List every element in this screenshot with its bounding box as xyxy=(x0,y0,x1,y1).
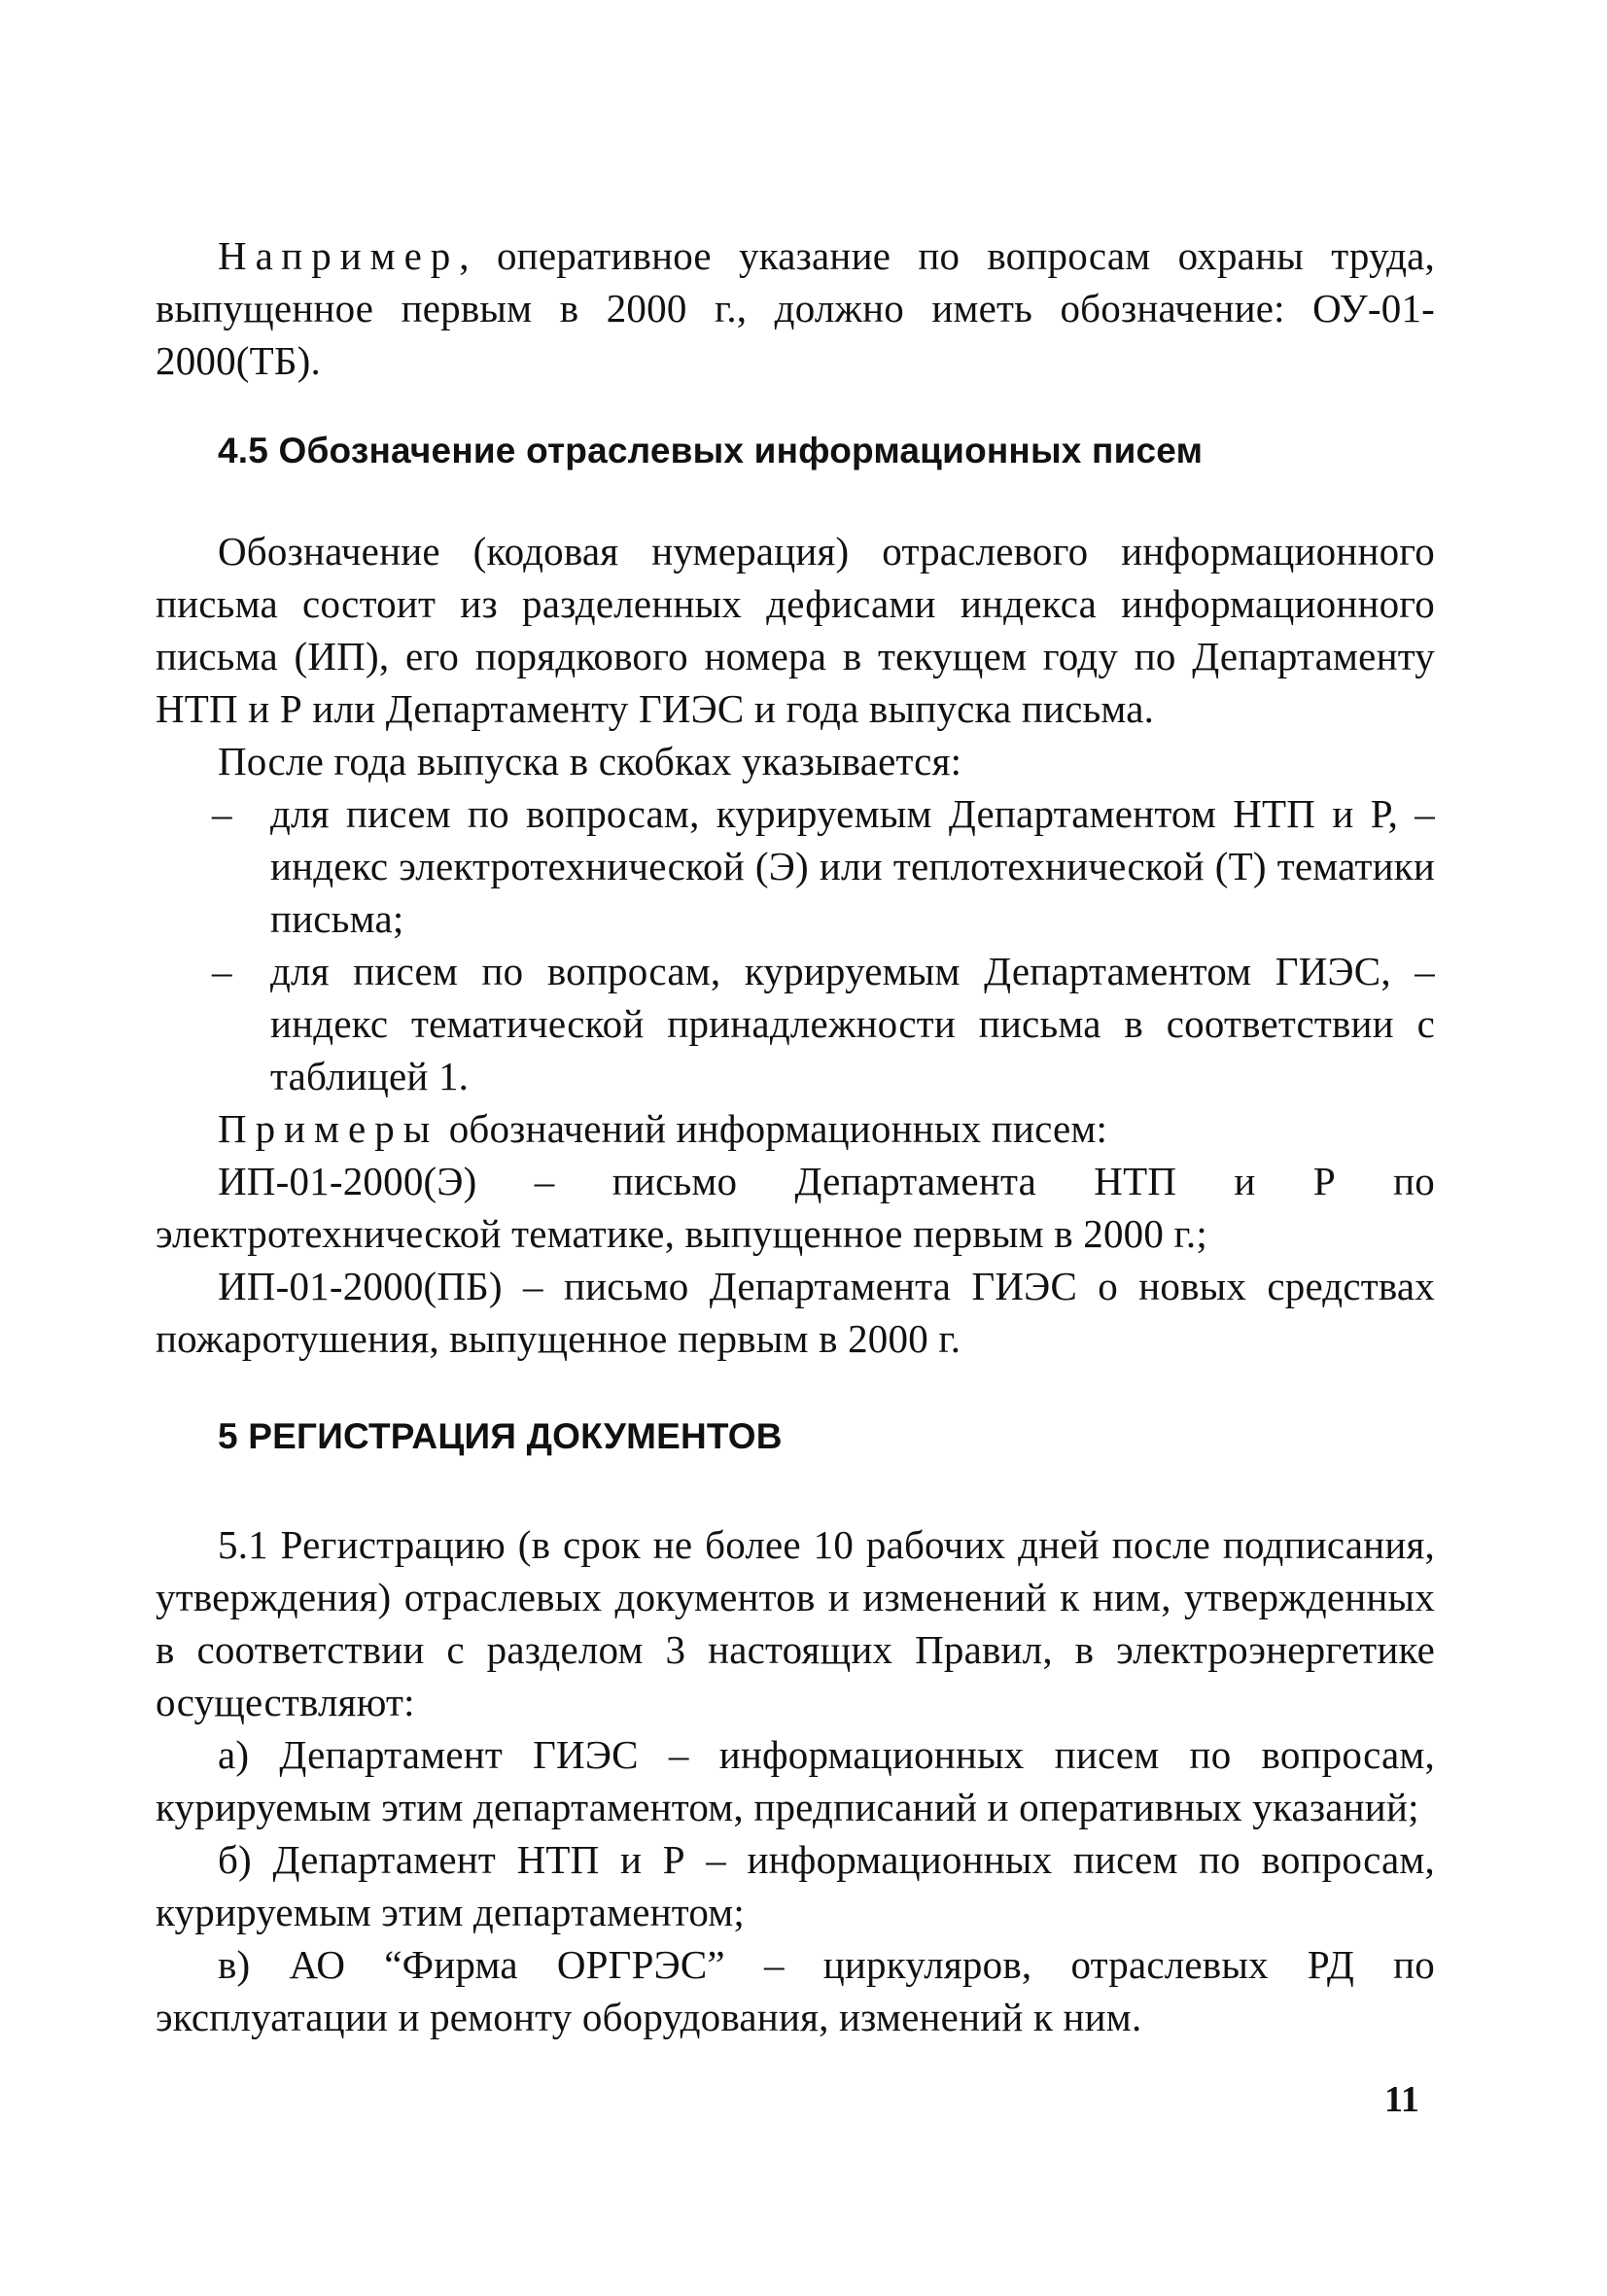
section-4-5-heading: 4.5 Обозначение отраслевых информационных писем xyxy=(218,431,1204,470)
section-4-5-paragraph-1: Обозначение (кодовая нумерация) отраслевого информационного письма состоит из разделенных дефисами индекса информационного письма (ИП), его порядкового номера в текущем году по Департаменту НТП и Р или Департаменту ГИЭС и года выпуска письма. xyxy=(156,529,1435,731)
list-item xyxy=(212,945,1435,1102)
example-designation-1: ИП-01-2000(Э) – письмо Департамента НТП и Р по электротехнической тематике, выпущенное первым в 2000 г.; xyxy=(156,1159,1435,1256)
example-label: Например xyxy=(218,233,460,278)
dash-marker: – xyxy=(212,791,232,836)
dash-marker: – xyxy=(212,949,232,993)
section-5-item-b: б) Департамент НТП и Р – информационных писем по вопросам, курируемым этим департаментом; xyxy=(156,1837,1435,1934)
list-item xyxy=(212,787,1435,945)
list-item-text: для писем по вопросам, курируемым Департаментом ГИЭС, – индекс тематической принадлежности письма в соответствии с таблицей 1. xyxy=(270,949,1435,1098)
section-5-heading: 5 РЕГИСТРАЦИЯ ДОКУМЕНТОВ xyxy=(218,1416,783,1456)
example-text: , оперативное указание по вопросам охраны труда, выпущенное первым в 2000 г., должно иметь обозначение: ОУ-01-2000(ТБ). xyxy=(156,233,1435,383)
example-designation-2: ИП-01-2000(ПБ) – письмо Департамента ГИЭС о новых средствах пожаротушения, выпущенное первым в 2000 г. xyxy=(156,1264,1435,1361)
section-5-item-a: а) Департамент ГИЭС – информационных писем по вопросам, курируемым этим департаментом, предписаний и оперативных указаний; xyxy=(156,1732,1435,1829)
section-5-1-paragraph: 5.1 Регистрацию (в срок не более 10 рабочих дней после подписания, утверждения) отраслевых документов и изменений к ним, утвержденных в соответствии с разделом 3 настоящих Правил, в электроэнергетике осуществляют: xyxy=(156,1522,1435,1724)
page-number: 11 xyxy=(1384,2079,1419,2120)
examples-label: Примеры xyxy=(218,1106,439,1151)
example-paragraph xyxy=(156,229,1435,387)
examples-intro xyxy=(156,1102,1435,1155)
section-5-item-c: в) АО “Фирма ОРГРЭС” – циркуляров, отраслевых РД по эксплуатации и ремонту оборудования, изменений к ним. xyxy=(156,1942,1435,2039)
section-4-5-paragraph-2: После года выпуска в скобках указывается: xyxy=(218,739,962,783)
list-item-text: для писем по вопросам, курируемым Департаментом НТП и Р, – индекс электротехнической (Э) или теплотехнической (Т) тематики письма; xyxy=(270,791,1435,941)
examples-intro-text: обозначений информационных писем: xyxy=(438,1106,1108,1151)
document-page xyxy=(156,229,1435,2043)
